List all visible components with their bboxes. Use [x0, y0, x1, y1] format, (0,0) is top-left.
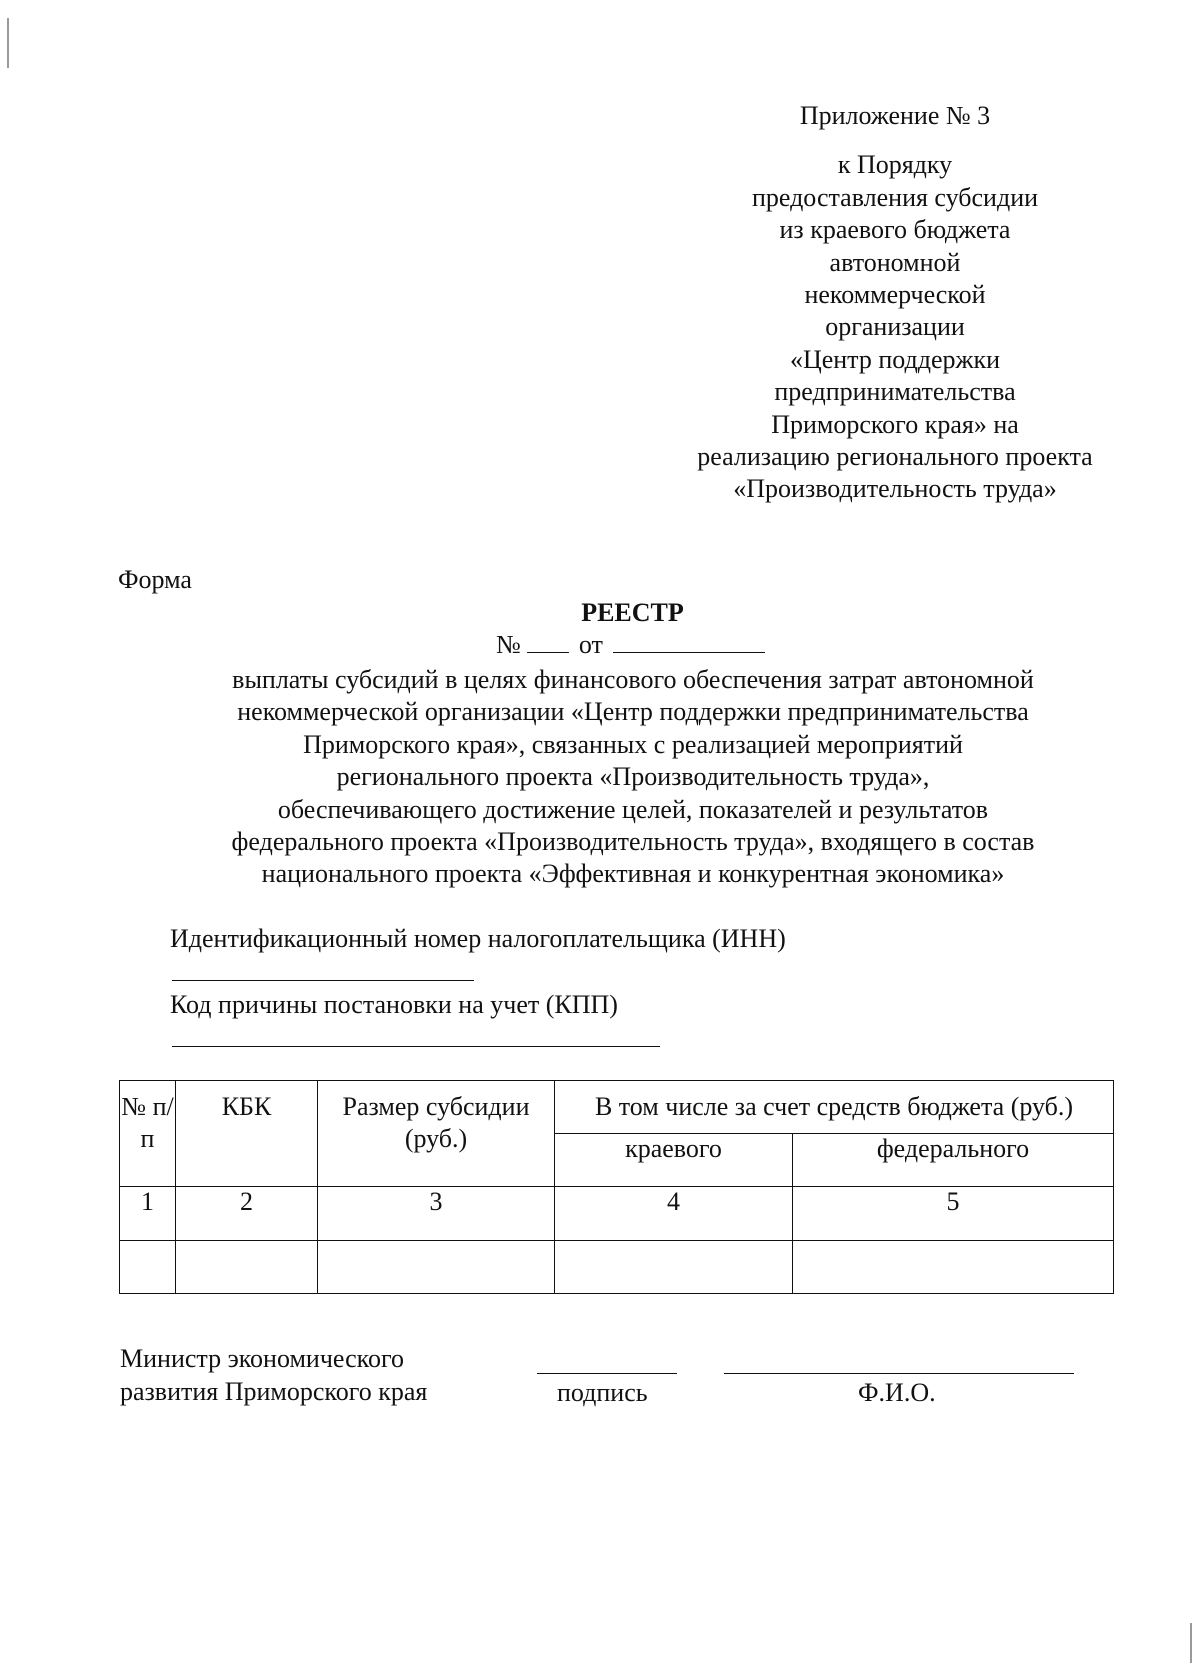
description-line: выплаты субсидий в целях финансового обеспечения затрат автономной: [232, 665, 1034, 694]
header-kbk: КБК: [176, 1081, 318, 1187]
number-sign: №: [496, 630, 521, 659]
appendix-line: автономной: [829, 247, 961, 277]
column-number: 2: [176, 1187, 318, 1241]
table-cell[interactable]: [318, 1241, 555, 1294]
position-line: развития Приморского края: [120, 1377, 428, 1406]
column-number: 4: [555, 1187, 793, 1241]
form-label: Форма: [118, 565, 192, 594]
appendix-line: «Центр поддержки: [789, 344, 1001, 374]
description-line: регионального проекта «Производительность труда»,: [336, 762, 930, 792]
signature-label: подпись: [557, 1378, 648, 1407]
description-line: некоммерческой организации «Центр поддержки предпринимательства: [237, 697, 1029, 727]
appendix-line: из краевого бюджета: [779, 215, 1011, 245]
signatory-position: [120, 1342, 427, 1408]
appendix-line: Приморского края» на: [771, 409, 1019, 439]
appendix-header: [655, 100, 1135, 506]
table-cell[interactable]: [176, 1241, 318, 1294]
registry-table: [119, 1080, 1114, 1294]
appendix-line: к Порядку: [837, 150, 953, 180]
table-cell[interactable]: [793, 1241, 1114, 1294]
appendix-line: «Производительность труда»: [733, 474, 1057, 504]
appendix-title: Приложение № 3: [799, 101, 991, 130]
appendix-line: организации: [825, 312, 965, 342]
name-line[interactable]: [724, 1373, 1074, 1374]
column-number: 1: [120, 1187, 176, 1241]
registry-number-blank[interactable]: [527, 632, 569, 653]
registry-number-line: [496, 630, 765, 660]
registry-description: [150, 664, 1116, 891]
appendix-line: предоставления субсидии: [751, 182, 1039, 212]
appendix-line: предпринимательства: [774, 377, 1016, 407]
inn-input-line[interactable]: [172, 980, 474, 981]
header-num: № п/п: [120, 1081, 176, 1187]
table-row: [120, 1241, 1114, 1294]
appendix-line: реализацию регионального проекта: [697, 442, 1093, 472]
description-line: Приморского края», связанных с реализацией мероприятий: [303, 729, 963, 759]
header-federal: федерального: [793, 1134, 1114, 1187]
registry-date-blank[interactable]: [613, 632, 765, 653]
scan-edge-mark: [7, 18, 9, 68]
appendix-line: некоммерческой: [804, 280, 986, 310]
column-number: 3: [318, 1187, 555, 1241]
signature-line[interactable]: [537, 1373, 677, 1374]
column-number: 5: [793, 1187, 1114, 1241]
appendix-lines: [655, 149, 1135, 505]
table-header-row: [120, 1081, 1114, 1134]
scan-edge-mark: [1190, 1623, 1192, 1663]
name-label: Ф.И.О.: [858, 1378, 936, 1407]
kpp-input-line[interactable]: [172, 1046, 660, 1047]
table-cell[interactable]: [120, 1241, 176, 1294]
description-line: федерального проекта «Производительность труда», входящего в состав: [231, 827, 1035, 857]
header-regional: краевого: [555, 1134, 793, 1187]
table-cell[interactable]: [555, 1241, 793, 1294]
header-budget-group: В том числе за счет средств бюджета (руб.): [555, 1081, 1114, 1134]
position-line: Министр экономического: [120, 1344, 404, 1373]
inn-label: Идентификационный номер налогоплательщика (ИНН): [170, 924, 786, 953]
kpp-label: Код причины постановки на учет (КПП): [170, 990, 618, 1019]
description-line: обеспечивающего достижение целей, показателей и результатов: [277, 794, 989, 824]
column-number-row: [120, 1187, 1114, 1241]
registry-title: РЕЕСТР: [581, 598, 684, 627]
header-subsidy: Размер субсидии (руб.): [318, 1081, 555, 1187]
description-line: национального проекта «Эффективная и конкурентная экономика»: [261, 859, 1005, 889]
date-prefix: от: [578, 630, 603, 659]
